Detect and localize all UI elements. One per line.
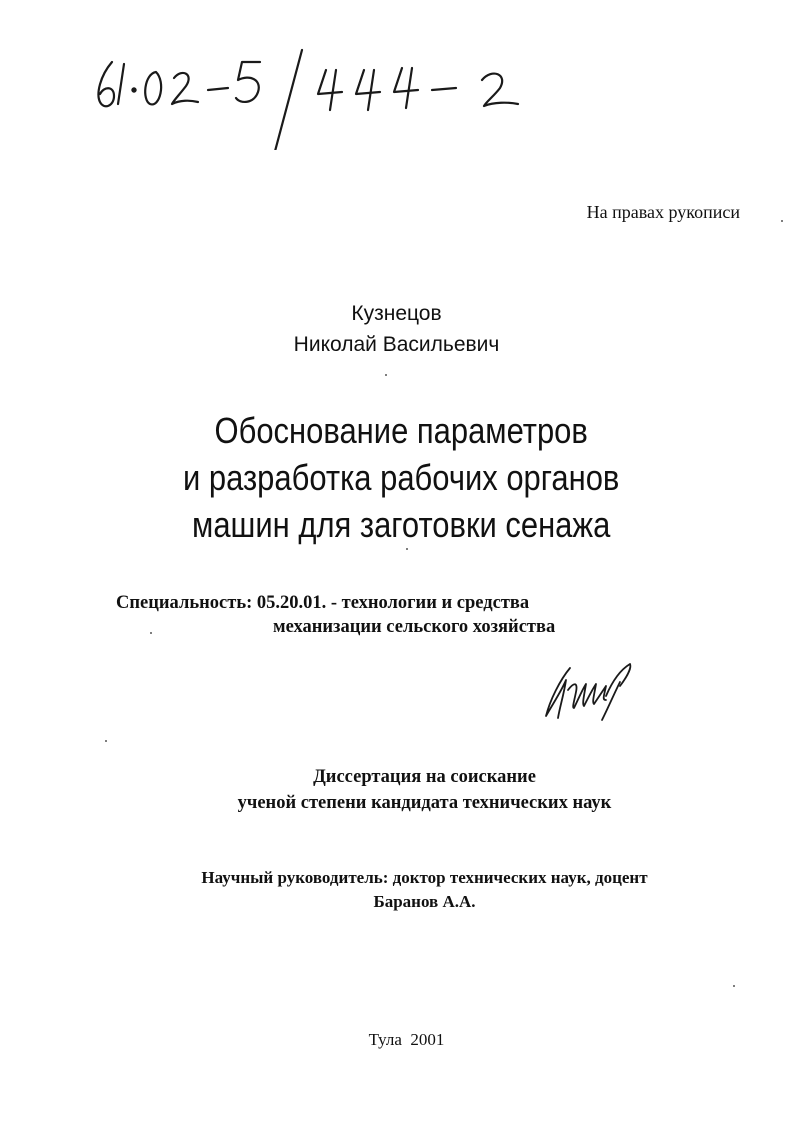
author-given-names: Николай Васильевич — [293, 333, 500, 356]
scan-speck — [150, 632, 152, 634]
manuscript-note: На правах рукописи — [586, 202, 740, 222]
scan-speck — [105, 740, 107, 742]
supervisor-line-1: Научный руководитель: доктор технических наук, доцент — [201, 868, 648, 887]
specialty-line-1: Специальность: 05.20.01. - технологии и средства — [116, 593, 530, 613]
supervisor-line-2: Баранов А.А. — [373, 892, 476, 911]
city-year: Тула 2001 — [368, 1030, 445, 1049]
author-block — [0, 298, 793, 360]
dissertation-line-2: ученой степени кандидата технических наук — [237, 793, 612, 813]
signature — [540, 660, 650, 725]
title-line-1: Обоснование параметров — [214, 410, 588, 451]
scan-speck — [406, 548, 408, 550]
dissertation-title — [60, 407, 742, 548]
author-surname: Кузнецов — [351, 302, 442, 325]
dissertation-line-1: Диссертация на соискание — [313, 767, 536, 787]
dissertation-block — [28, 764, 793, 816]
specialty-line-2: механизации сельского хозяйства — [273, 617, 556, 637]
title-line-2: и разработка рабочих органов — [183, 457, 620, 498]
handwritten-code — [90, 40, 550, 150]
scan-speck — [781, 220, 783, 222]
title-line-3: машин для заготовки сенажа — [192, 504, 611, 545]
supervisor-block — [28, 866, 793, 914]
scan-speck — [733, 985, 735, 987]
scan-speck — [385, 374, 387, 376]
specialty-block — [116, 591, 555, 639]
